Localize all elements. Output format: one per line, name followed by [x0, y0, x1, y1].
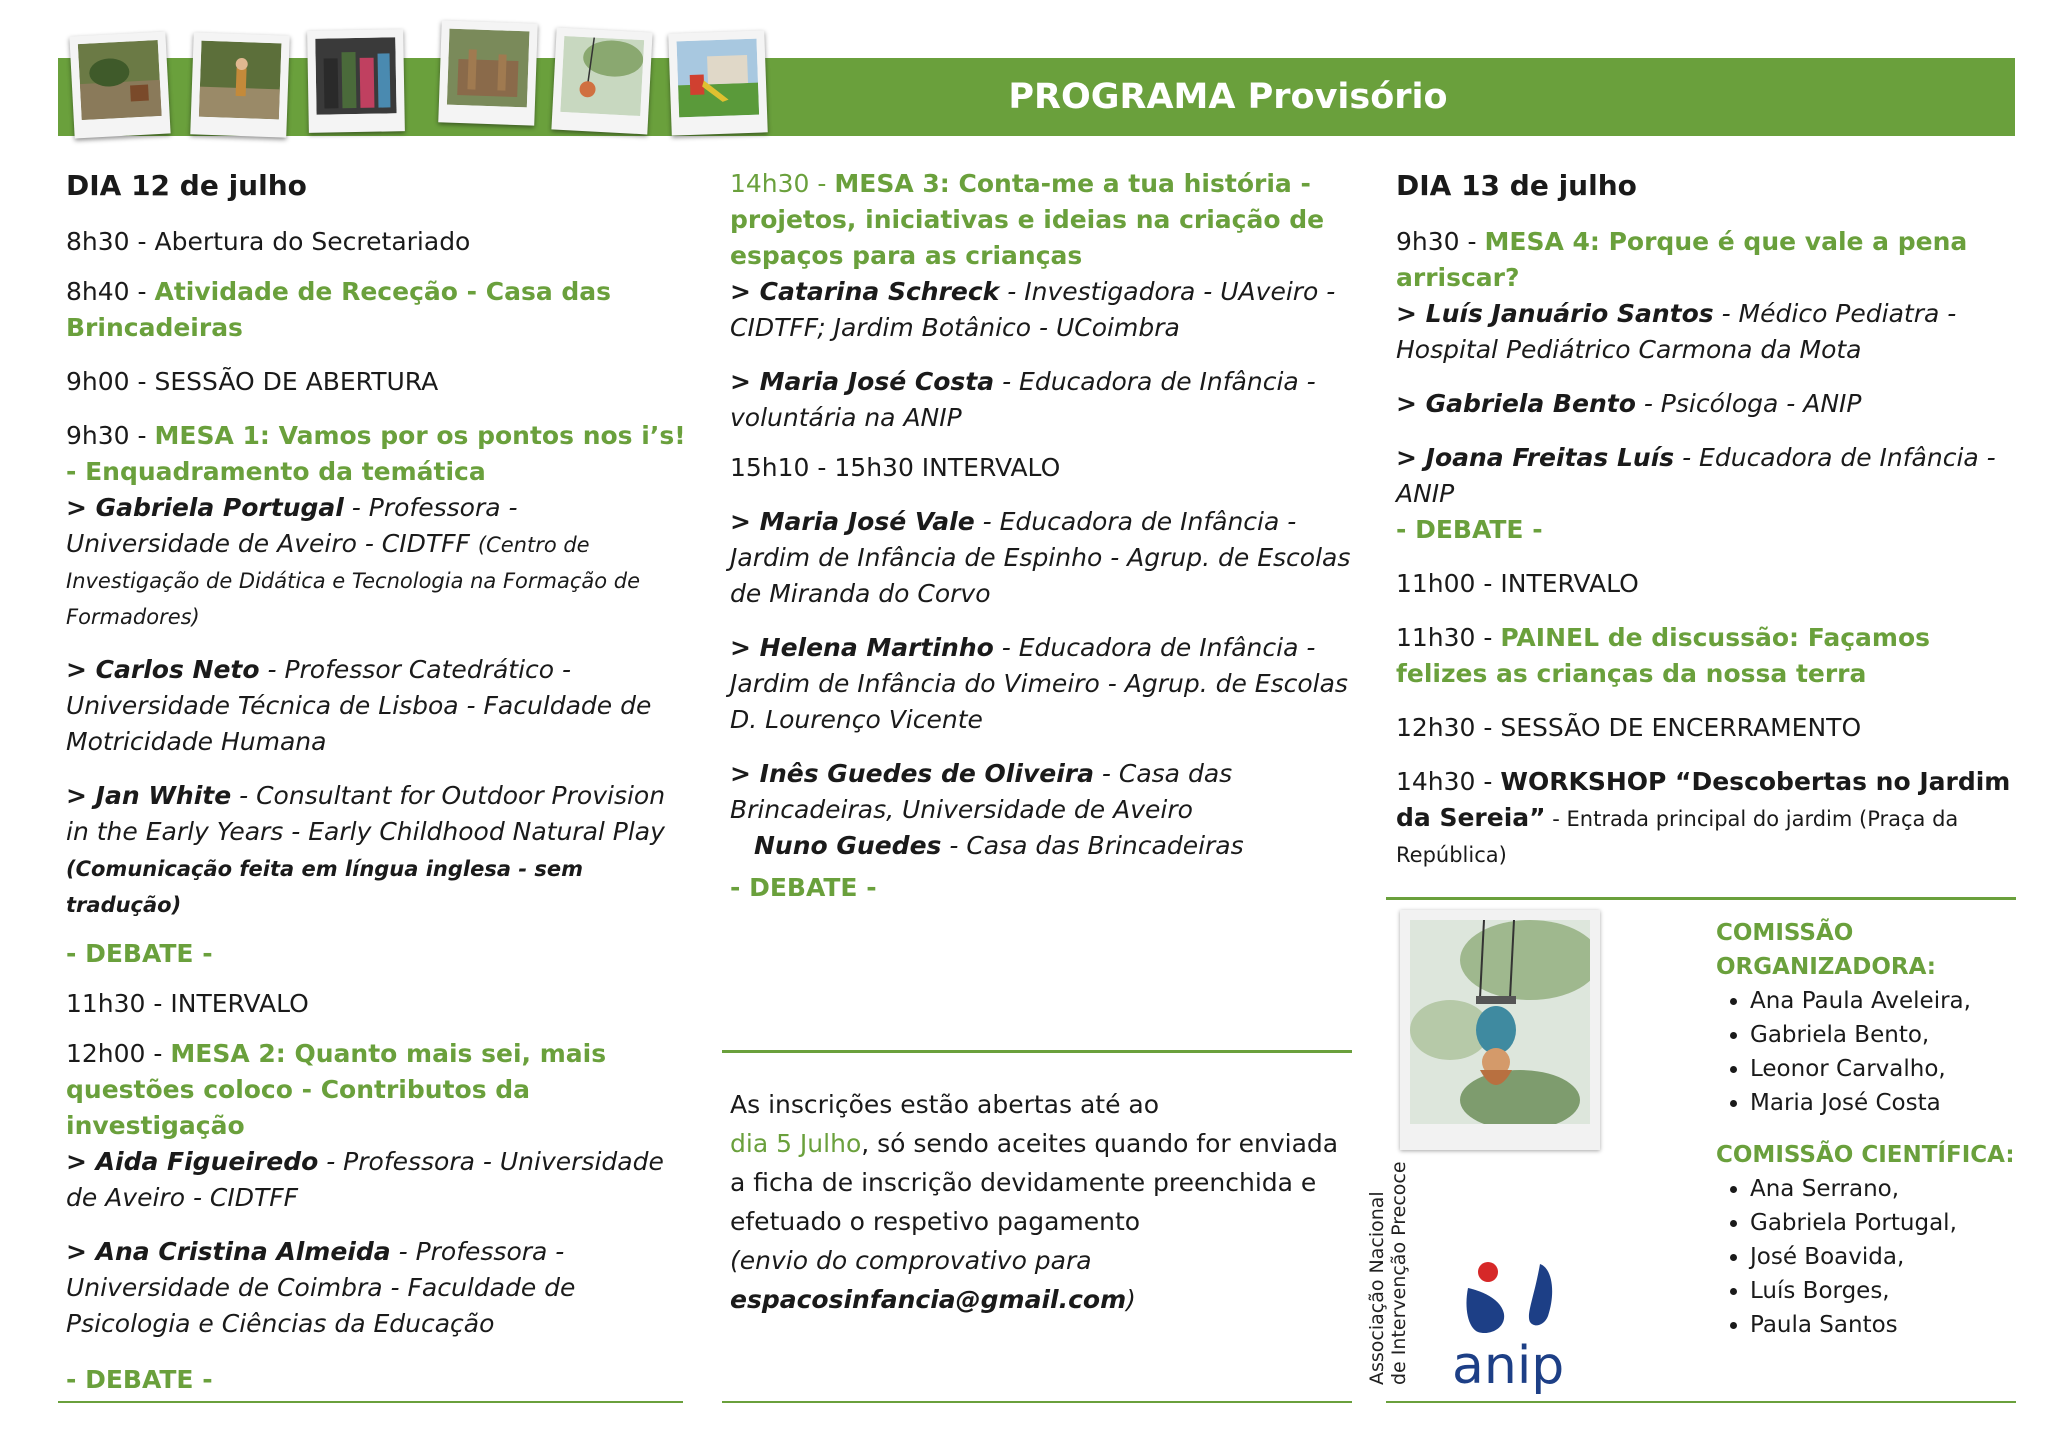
speaker-role: - Educadora de Infância - Jardim de Infância de Espinho - Agrup. de Escolas de Miranda do Corvo — [730, 507, 1351, 608]
event-time: 12h00 - — [66, 1039, 171, 1068]
day2-event-mesa4 — [1396, 224, 2016, 296]
committee-sci-list — [1716, 1172, 2016, 1342]
logo-org-line1: Associação Nacional — [1366, 1191, 1388, 1385]
speaker-name: > Gabriela Bento — [1396, 389, 1636, 418]
committee-org-title: COMISSÃO ORGANIZADORA: — [1716, 920, 1937, 980]
registration-email-line — [730, 1280, 1355, 1319]
list-item: • Paula Santos — [1750, 1308, 2016, 1342]
speaker-catarina-schreck — [730, 274, 1355, 346]
list-item: • Gabriela Bento, — [1750, 1018, 2016, 1052]
speaker-role: - Psicóloga - ANIP — [1635, 389, 1862, 418]
photo-child-path — [190, 32, 290, 137]
speaker-role: - Professor Catedrático - Universidade Técnica de Lisboa - Faculdade de Motricidade Humana — [66, 655, 652, 756]
event-text: INTERVALO — [1500, 569, 1639, 598]
day2-event-panel — [1396, 620, 2016, 692]
speaker-jan-white — [66, 778, 686, 922]
speaker-nuno-guedes — [730, 828, 1355, 864]
registration-email[interactable]: espacosinfancia@gmail.com — [730, 1285, 1127, 1314]
speaker-name: > Aida Figueiredo — [66, 1147, 319, 1176]
event-text: WORKSHOP “Descobertas no Jardim da Sereia” — [1396, 767, 2011, 832]
event-text: PAINEL de discussão: Façamos felizes as crianças da nossa terra — [1396, 623, 1931, 688]
list-item: • Luís Borges, — [1750, 1274, 2016, 1308]
logo-org-line2: de Intervenção Precoce — [1388, 1161, 1410, 1385]
speaker-name: > Joana Freitas Luís — [1396, 443, 1675, 472]
speaker-ines-guedes-oliveira — [730, 756, 1355, 828]
committee-sci-title: COMISSÃO CIENTÍFICA: — [1716, 1142, 2015, 1168]
photo-playground-wood — [438, 20, 538, 125]
list-item: • Maria José Costa — [1750, 1086, 2016, 1120]
speaker-gabriela-portugal — [66, 490, 686, 634]
event-time: 9h30 - — [66, 421, 155, 450]
speaker-role: - Médico Pediatra - Hospital Pediátrico Carmona da Mota — [1396, 299, 1957, 364]
speaker-role: - Consultant for Outdoor Provision in the Early Years - Early Childhood Natural Play — [66, 781, 666, 846]
speaker-name: > Ana Cristina Almeida — [66, 1237, 391, 1266]
divider — [722, 1050, 1352, 1053]
event-text: MESA 3: Conta-me a tua história - projetos, iniciativas e ideias na criação de espaços para as crianças — [730, 169, 1325, 270]
speaker-name: > Luís Januário Santos — [1396, 299, 1714, 328]
swing-photo-icon — [1410, 920, 1590, 1124]
registration-line1: As inscrições estão abertas até ao — [730, 1090, 1160, 1119]
event-text: Atividade de Receção - Casa das Brincadeiras — [66, 277, 612, 342]
day1-event-mesa2 — [66, 1036, 686, 1144]
speaker-maria-jose-costa — [730, 364, 1355, 436]
speaker-role: - Professora - Universidade de Aveiro - CIDTFF — [66, 493, 518, 558]
event-text: MESA 1: Vamos por os pontos nos i’s! - Enquadramento da temática — [66, 421, 686, 486]
speaker-name: > Maria José Vale — [730, 507, 975, 536]
event-time: 14h30 - — [730, 169, 835, 198]
photo-boots — [307, 29, 405, 133]
day1-event-break — [66, 986, 686, 1022]
event-time: 9h30 - — [1396, 227, 1485, 256]
day1-afternoon-column — [730, 166, 1355, 906]
speaker-ana-cristina-almeida — [66, 1234, 686, 1342]
speaker-maria-jose-vale — [730, 504, 1355, 612]
speaker-aida-figueiredo — [66, 1144, 686, 1216]
event-text: MESA 2: Quanto mais sei, mais questões coloco - Contributos da investigação — [66, 1039, 607, 1140]
photo-swing — [551, 28, 652, 135]
speaker-role: - Casa das Brincadeiras, Universidade de Aveiro — [730, 759, 1233, 824]
day1-event-mesa1 — [66, 418, 686, 490]
speaker-role: - Educadora de Infância - voluntária na ANIP — [730, 367, 1316, 432]
bottom-divider — [1386, 1401, 2016, 1403]
speaker-carlos-neto — [66, 652, 686, 760]
speaker-name: > Inês Guedes de Oliveira — [730, 759, 1094, 788]
day1-event-opening — [66, 364, 686, 400]
event-time: 11h30 - — [1396, 623, 1501, 652]
list-item: • Gabriela Portugal, — [1750, 1206, 2016, 1240]
speaker-note: (Comunicação feita em língua inglesa - sem tradução) — [66, 857, 583, 917]
bottom-divider — [722, 1401, 1352, 1403]
debate-label: - DEBATE - — [1396, 515, 1543, 544]
committees — [1716, 916, 2016, 1342]
speaker-name: > Helena Martinho — [730, 633, 994, 662]
speaker-name: > Jan White — [66, 781, 232, 810]
registration-text: , só sendo aceites quando for enviada a ficha de inscrição devidamente preenchida e efetuado o respetivo pagamento — [730, 1129, 1339, 1236]
day1-column — [66, 166, 686, 1398]
speaker-role: - Professora - Universidade de Aveiro - CIDTFF — [66, 1147, 664, 1212]
event-place: - Entrada principal do jardim (Praça da República) — [1396, 807, 1959, 867]
speaker-joana-freitas-luis — [1396, 440, 2016, 512]
speaker-name: > Maria José Costa — [730, 367, 995, 396]
registration-date: dia 5 Julho — [730, 1129, 862, 1158]
speaker-name: > Gabriela Portugal — [66, 493, 344, 522]
photo-garden — [69, 32, 170, 139]
day2-column — [1396, 166, 2016, 872]
event-text: SESSÃO DE ABERTURA — [154, 367, 439, 396]
speaker-name: > Catarina Schreck — [730, 277, 1000, 306]
list-item: • Leonor Carvalho, — [1750, 1052, 2016, 1086]
speaker-role: - Educadora de Infância - ANIP — [1396, 443, 1996, 508]
event-time: 12h30 - — [1396, 713, 1501, 742]
photo-slide — [668, 30, 768, 135]
event-time: 8h40 - — [66, 277, 155, 306]
speaker-gabriela-bento — [1396, 386, 2016, 422]
day1-event-secretariat — [66, 224, 686, 260]
event-text: INTERVALO — [170, 989, 309, 1018]
speaker-helena-martinho — [730, 630, 1355, 738]
list-item: • Ana Serrano, — [1750, 1172, 2016, 1206]
speaker-role: - Educadora de Infância - Jardim de Infância do Vimeiro - Agrup. de Escolas D. Lourenço Vicente — [730, 633, 1348, 734]
registration-body — [730, 1124, 1355, 1241]
registration-close: ) — [1126, 1285, 1136, 1314]
list-item: • Ana Paula Aveleira, — [1750, 984, 2016, 1018]
debate-label: - DEBATE - — [66, 1365, 213, 1394]
debate-label: - DEBATE - — [66, 939, 213, 968]
event-text: MESA 4: Porque é que vale a pena arriscar? — [1396, 227, 1968, 292]
event-time: 11h30 - — [66, 989, 171, 1018]
event-time: 14h30 - — [1396, 767, 1501, 796]
anip-wordmark: anip — [1452, 1336, 1565, 1396]
debate-label: - DEBATE - — [730, 873, 877, 902]
speaker-luis-januario-santos — [1396, 296, 2016, 368]
page-title: PROGRAMA Provisório — [1008, 77, 1448, 117]
event-text: SESSÃO DE ENCERRAMENTO — [1500, 713, 1862, 742]
day2-event-break — [1396, 566, 2016, 602]
event-time: 15h10 - — [730, 453, 835, 482]
event-text: Abertura do Secretariado — [154, 227, 471, 256]
list-item: • José Boavida, — [1750, 1240, 2016, 1274]
day1-event-reception — [66, 274, 686, 346]
photo-child-swing — [1400, 910, 1600, 1150]
speaker-role: - Casa das Brincadeiras — [941, 831, 1244, 860]
registration-note — [730, 1085, 1355, 1319]
day1-title: DIA 12 de julho — [66, 169, 307, 202]
speaker-name: Nuno Guedes — [754, 831, 942, 860]
col2-event-mesa3 — [730, 166, 1355, 274]
event-time: 8h30 - — [66, 227, 155, 256]
registration-proof-note: (envio do comprovativo para — [730, 1246, 1092, 1275]
committee-org-list — [1716, 984, 2016, 1120]
divider — [1386, 897, 2016, 900]
event-text: 15h30 INTERVALO — [834, 453, 1061, 482]
speaker-role: - Investigadora - UAveiro - CIDTFF; Jardim Botânico - UCoimbra — [730, 277, 1336, 342]
col2-event-break — [730, 450, 1355, 486]
logo-organization-name — [1366, 1085, 1410, 1385]
day2-title: DIA 13 de julho — [1396, 169, 1637, 202]
day2-event-workshop — [1396, 764, 2016, 872]
day2-event-closing — [1396, 710, 2016, 746]
speaker-name: > Carlos Neto — [66, 655, 260, 684]
speaker-note: (Centro de Investigação de Didática e Tecnologia na Formação de Formadores) — [66, 533, 641, 629]
event-time: 11h00 - — [1396, 569, 1501, 598]
speaker-role: - Professora - Universidade de Coimbra - Faculdade de Psicologia e Ciências da Educação — [66, 1237, 576, 1338]
event-time: 9h00 - — [66, 367, 155, 396]
bottom-divider — [58, 1401, 683, 1403]
anip-logo-icon — [1460, 1258, 1560, 1338]
